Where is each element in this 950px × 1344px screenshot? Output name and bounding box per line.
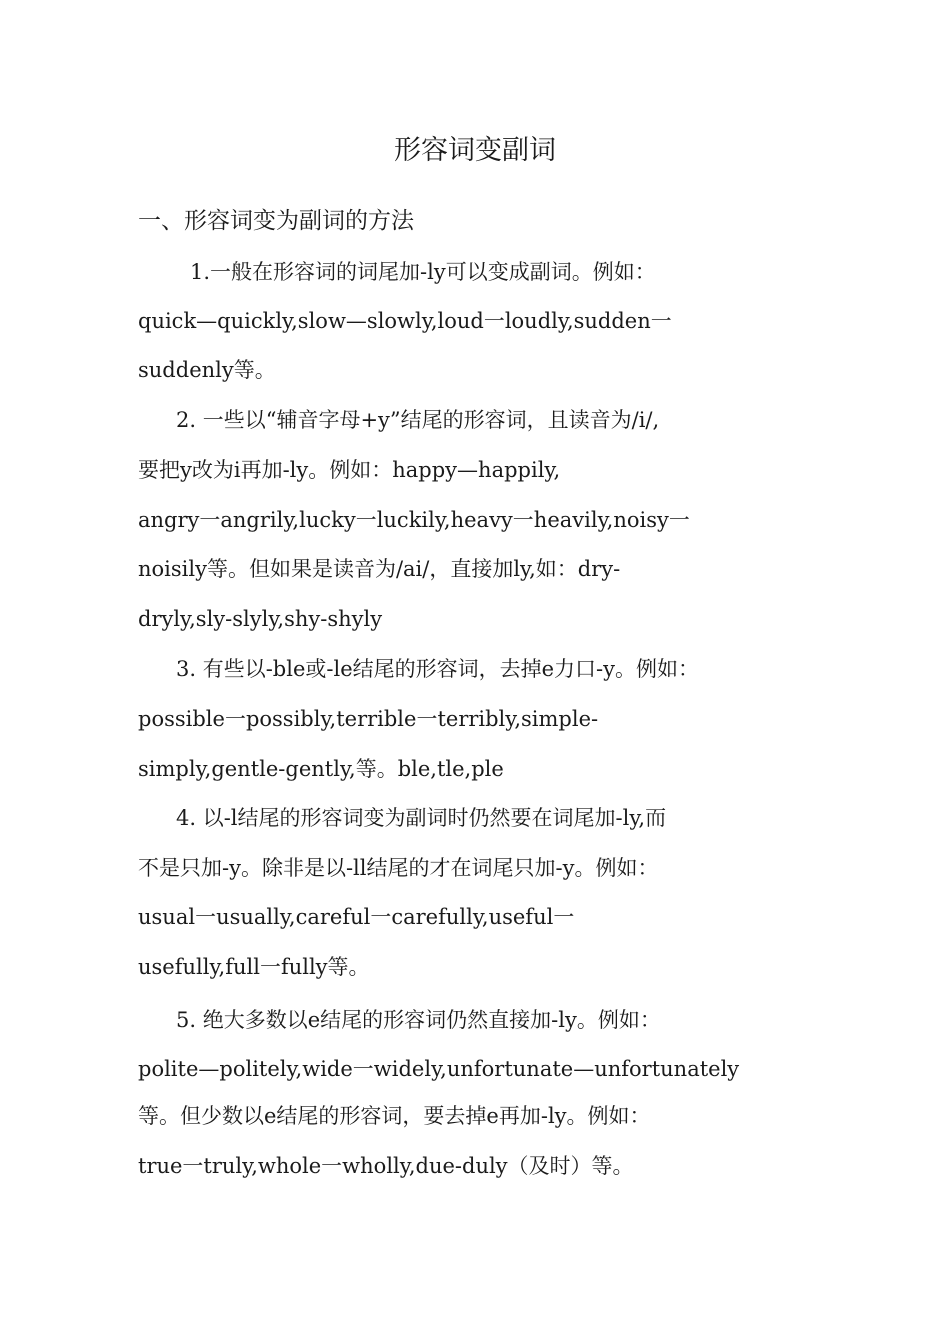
rule-5-line-3: 等。但少数以e结尾的形容词，要去掉e再加-ly。例如： [138,1104,651,1128]
rule-2-line-4: noisily等。但如果是读音为/ai/，直接加ly,如：dry- [138,557,621,581]
rule-4-line-1: 4. 以-l结尾的形容词变为副词时仍然要在词尾加-ly,而 [176,806,667,830]
rule-2-line-2: 要把y改为i再加-ly。例如：happy—happily, [138,458,561,482]
rule-1-line-1: 1.一般在形容词的词尾加-ly可以变成副词。例如： [190,260,656,284]
rule-2-line-3: angry一angrily,lucky一luckily,heavy一heavily,noisy一 [138,508,690,532]
rule-4-line-2: 不是只加-y。除非是以-ll结尾的才在词尾只加-y。例如： [138,856,659,880]
rule-3-line-2: possible一possibly,terrible一terribly,simple- [138,707,599,731]
rule-2-line-5: dryly,sly-slyly,shy-shyly [138,607,383,631]
document-title: 形容词变副词 [394,135,556,166]
rule-5-line-4: true一truly,whole一wholly,due-duly（及时）等。 [138,1154,634,1178]
rule-5-line-1: 5. 绝大多数以e结尾的形容词仍然直接加-ly。例如： [176,1008,661,1032]
section-heading: 一、形容词变为副词的方法 [138,208,414,234]
rule-5-line-2: polite—politely,wide一widely,unfortunate—unfortunately [138,1057,740,1081]
rule-3-line-3: simply,gentle-gently,等。ble,tle,ple [138,757,504,781]
rule-1-line-2: quick—quickly,slow—slowly,loud一loudly,sudden一 [138,309,672,333]
rule-2-line-1: 2. 一些以“辅音字母+y”结尾的形容词，且读音为/i/, [176,408,660,432]
rule-1-line-3: suddenly等。 [138,358,276,382]
rule-4-line-4: usefully,full一fully等。 [138,955,370,979]
rule-3-line-1: 3. 有些以-ble或-le结尾的形容词，去掉e力口-y。例如： [176,657,700,681]
rule-4-line-3: usual一usually,careful一carefully,useful一 [138,905,575,929]
